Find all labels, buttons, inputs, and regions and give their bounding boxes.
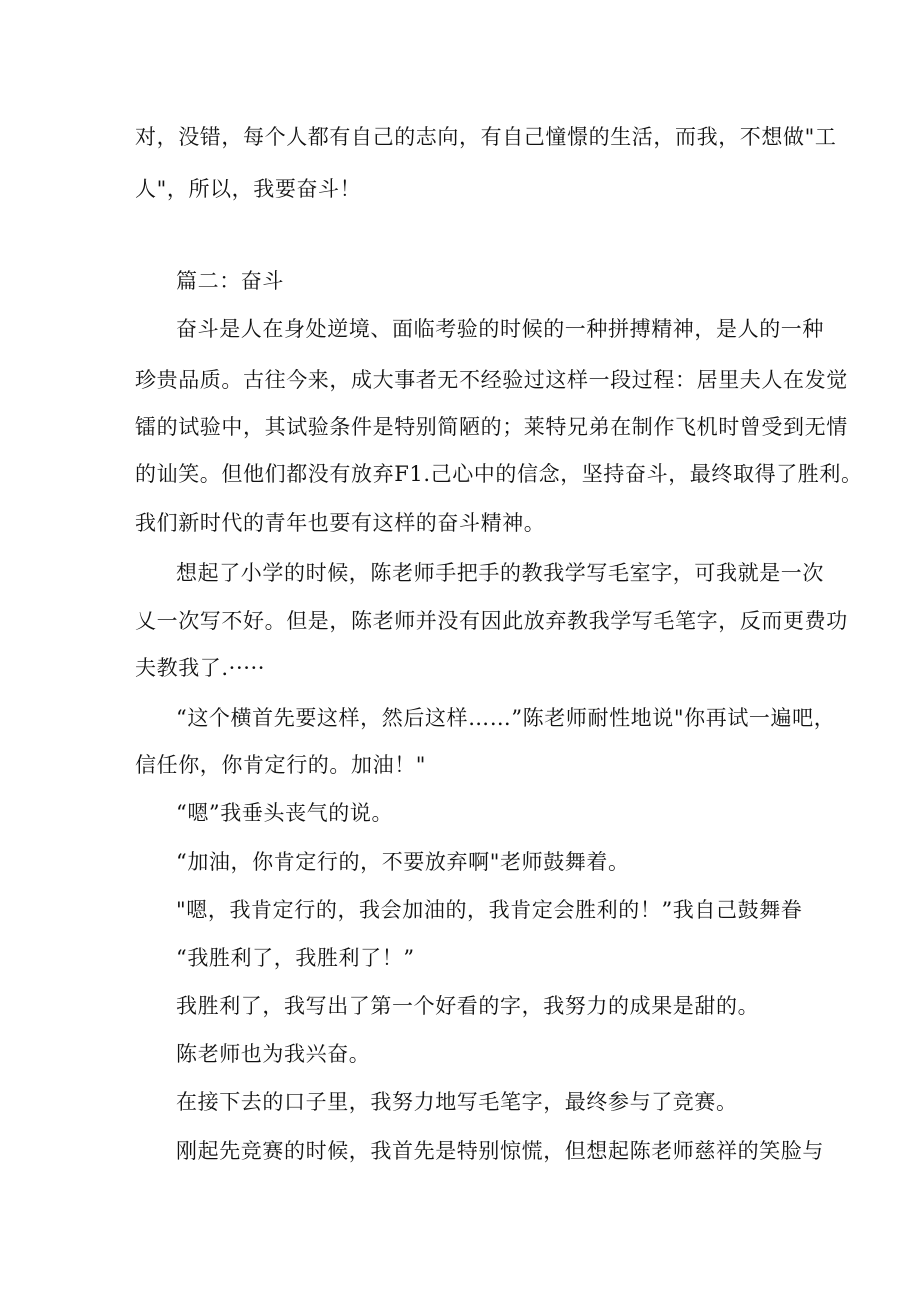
paragraph-line: “这个横首先要这样，然后这样……”陈老师耐性地说"你再试一遍吧，: [176, 706, 836, 730]
paragraph-line: "嗯，我肯定行的，我会加油的，我肯定会胜利的！”我自己鼓舞眷: [176, 898, 803, 922]
paragraph-line: 陈老师也为我兴奋。: [176, 1042, 371, 1066]
paragraph-line: 我们新时代的青年也要有这样的奋斗精神。: [135, 511, 546, 535]
section-heading: 篇二：奋斗: [176, 269, 284, 293]
paragraph-line: 奋斗是人在身处逆境、面临考验的时候的一种拼搏精神，是人的一种: [176, 317, 824, 341]
paragraph-line: 人"，所以，我要奋斗！: [135, 177, 362, 201]
paragraph-line: 乂一次写不好。但是，陈老师并没有因此放弃教我学写毛笔字，反而更费功: [135, 609, 848, 633]
paragraph-line: 珍贵品质。古往今来，成大事者无不经验过这样一段过程：居里夫人在发觉: [135, 368, 848, 392]
paragraph-line: “我胜利了，我胜利了！”: [176, 946, 415, 970]
paragraph-line: 信任你，你肯定行的。加油！": [135, 753, 427, 777]
paragraph-line: 在接下去的口子里，我努力地写毛笔字，最终参与了竞赛。: [176, 1090, 738, 1114]
paragraph-line: 夫教我了.·····: [135, 656, 266, 680]
paragraph-line: “嗯”我垂头丧气的说。: [176, 801, 394, 825]
paragraph-line: 我胜利了，我写出了第一个好看的字，我努力的成果是甜的。: [176, 994, 760, 1018]
paragraph-line: 的讪笑。但他们都没有放弃F1.己心中的信念，坚持奋斗，最终取得了胜利。: [135, 462, 863, 486]
paragraph-line: 对，没错，每个人都有自己的志向，有自己憧憬的生活，而我，不想做"工: [135, 125, 837, 149]
paragraph-line: 想起了小学的时候，陈老师手把手的教我学写毛室字，可我就是一次: [176, 561, 824, 585]
paragraph-line: “加油，你肯定行的，不要放弃啊"老师鼓舞着。: [176, 850, 630, 874]
paragraph-line: 镭的试验中，其试验条件是特别简陋的；莱特兄弟在制作飞机时曾受到无情: [135, 415, 848, 439]
paragraph-line: 刚起先竞赛的时候，我首先是特别惊慌，但想起陈老师慈祥的笑脸与: [176, 1139, 824, 1163]
